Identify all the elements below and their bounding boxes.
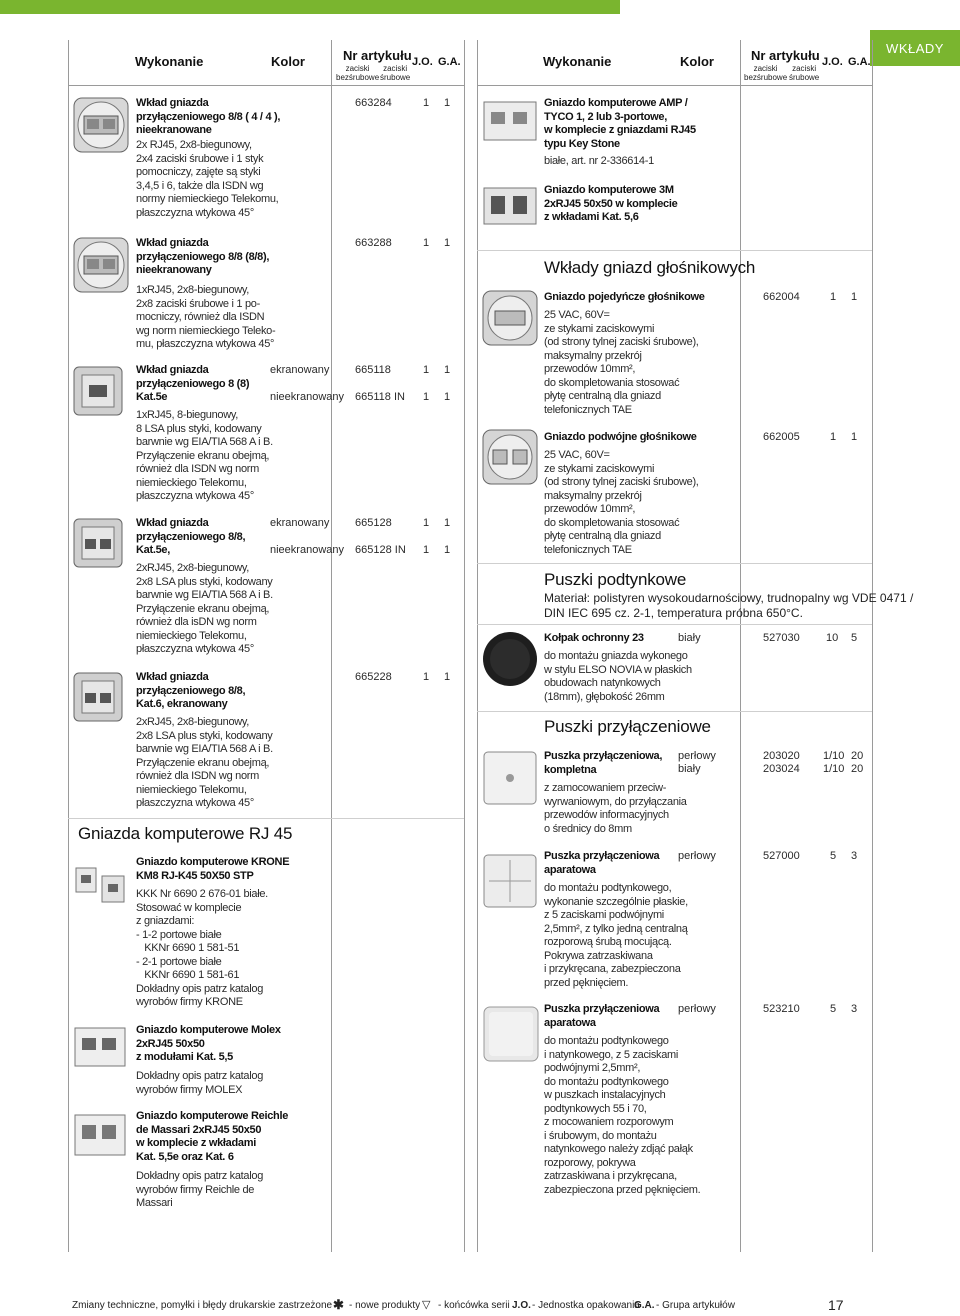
- speaker-socket-image: [481, 428, 539, 486]
- section-rule: [477, 563, 872, 564]
- item-desc: do montażu podtynkowego, wykonanie szczególnie płaskie, z 5 zaciskami podwójnymi 2,5mm², z tylko jedną centralną rozporową śrubą mocującą. Pokrywa zatrzaskiwana i przykręcana, zabezpieczona przed pęknięciem.: [544, 882, 688, 989]
- header-ga: G.A.: [848, 56, 871, 68]
- header-wykonanie: Wykonanie: [543, 54, 612, 69]
- socket-insert-image: [72, 365, 124, 417]
- ga-value: 1: [444, 671, 451, 683]
- jo-value: 10: [826, 632, 839, 644]
- section-rule: [477, 624, 872, 625]
- header-sub1: zaciski bezśrubowe: [336, 64, 380, 82]
- footer-new: - nowe produkty: [349, 1300, 421, 1311]
- computer-socket-image: [481, 96, 539, 146]
- item-title: Gniazdo podwójne głośnikowe: [544, 431, 697, 443]
- color-label: ekranowany: [270, 364, 330, 376]
- item-title: Puszka przyłączeniowa aparatowa: [544, 850, 660, 876]
- article-number: 665128: [355, 517, 392, 529]
- article-number: 527000: [763, 850, 800, 862]
- item-title: Gniazdo komputerowe AMP / TYCO 1, 2 lub 3-portowe, w komplecie z gniazdami RJ45 typu Key Stone: [544, 97, 696, 150]
- jo-value: 1/10: [823, 763, 845, 775]
- item-desc: białe, art. nr 2-336614-1: [544, 155, 654, 167]
- triangle-down-icon: ▽: [422, 1299, 431, 1311]
- item-title: Wkład gniazda przyłączeniowego 8/8, Kat.5e,: [136, 517, 246, 556]
- jo-value: 1/10: [823, 750, 845, 762]
- header-sub2: zaciski śrubowe: [380, 64, 411, 82]
- article-number: 662004: [763, 291, 800, 303]
- protective-cap-image: [481, 630, 539, 688]
- column-divider: [740, 40, 741, 1252]
- header-rule: [477, 85, 872, 86]
- article-number: 665118 IN: [355, 391, 405, 403]
- page-number: 17: [828, 1297, 844, 1313]
- jo-value: 1: [423, 517, 430, 529]
- article-number: 665228: [355, 671, 392, 683]
- column-divider: [331, 40, 332, 1252]
- item-desc: Dokładny opis patrz katalog wyrobów firmy MOLEX: [136, 1070, 264, 1096]
- jo-value: 5: [830, 850, 837, 862]
- section-heading: Wkłady gniazd głośnikowych: [544, 258, 756, 277]
- ga-value: 1: [444, 97, 451, 109]
- item-desc: 2xRJ45, 2x8-biegunowy, 2x8 LSA plus styki, kodowany barwnie wg EIA/TIA 568 A i B. Przyłączenie ekranu obejmą, również dla isDN wg norm niemieckiego Telekomu, płaszczyzna wtykowa 45°: [136, 562, 273, 655]
- item-desc: 1xRJ45, 8-biegunowy, 8 LSA plus styki, kodowany barwnie wg EIA/TIA 568 A i B. Przyłączenie ekranu obejmą, również dla ISDN wg norm niemieckiego Telekomu, płaszczyzna wtykowa 45°: [136, 409, 273, 502]
- item-desc: KKK Nr 6690 2 676-01 białe. Stosować w komplecie z gniazdami: - 1-2 portowe białe KKNr 6690 1 581-51 - 2-1 portowe białe KKNr 6690 1 581-61 Dokładny opis patrz katalog wyrobów firmy KRONE: [136, 888, 268, 1008]
- ga-value: 1: [444, 544, 451, 556]
- socket-insert-image: [72, 671, 124, 723]
- header-kolor: Kolor: [271, 54, 305, 69]
- item-desc: 25 VAC, 60V= ze stykami zaciskowymi (od strony tylnej zaciski śrubowe), maksymalny przekrój przewodów 10mm², do skompletowania stosować płytę centralną dla gniazd telefonicznych TAE: [544, 449, 699, 556]
- column-divider: [464, 40, 465, 1252]
- header-sub2: zaciski śrubowe: [789, 64, 820, 82]
- socket-insert-image: [72, 517, 124, 569]
- computer-socket-image: [72, 1111, 130, 1161]
- ga-value: 1: [444, 391, 451, 403]
- footer-ga: G.A.: [634, 1300, 655, 1311]
- socket-insert-image: [72, 96, 130, 154]
- article-number: 665128 IN: [355, 544, 406, 556]
- color-label: biały: [678, 632, 701, 644]
- column-divider: [68, 40, 69, 1252]
- article-number: 665118: [355, 364, 391, 376]
- top-color-bar: [0, 0, 620, 14]
- header-nr: Nr artykułu: [343, 48, 412, 63]
- jo-value: 5: [830, 1003, 837, 1015]
- footer-end: - końcówka serii: [438, 1300, 510, 1311]
- header-ga: G.A.: [438, 56, 461, 68]
- computer-socket-image: [72, 858, 130, 910]
- header-jo: J.O.: [822, 56, 843, 68]
- ga-value: 1: [851, 291, 858, 303]
- item-title: Puszka przyłączeniowa aparatowa: [544, 1003, 660, 1029]
- footer-ga-desc: - Grupa artykułów: [656, 1300, 735, 1311]
- column-divider: [477, 40, 478, 1252]
- item-title: Wkład gniazda przyłączeniowego 8/8, Kat.6, ekranowany: [136, 671, 246, 710]
- connection-box-image: [481, 852, 539, 910]
- item-desc: 2x RJ45, 2x8-biegunowy, 2x4 zaciski śrubowe i 1 styk pomocniczy, zajęte są styki 3,4,5 i 6, także dla ISDN wg normy niemieckiego Telekomu, płaszczyzna wtykowa 45°: [136, 139, 279, 219]
- jo-value: 1: [423, 364, 430, 376]
- color-label: perłowy: [678, 750, 716, 762]
- color-label: perłowy: [678, 1003, 716, 1015]
- footer-disclaimer: Zmiany techniczne, pomyłki i błędy drukarskie zastrzeżone: [72, 1300, 333, 1311]
- item-desc: Dokładny opis patrz katalog wyrobów firmy Reichle de Massari: [136, 1170, 264, 1209]
- item-title: Wkład gniazda przyłączeniowego 8/8 (8/8), nieekranowany: [136, 237, 270, 276]
- computer-socket-image: [72, 1024, 130, 1072]
- article-number: 203024: [763, 763, 800, 775]
- header-kolor: Kolor: [680, 54, 714, 69]
- color-label: perłowy: [678, 850, 716, 862]
- article-number: 523210: [763, 1003, 800, 1015]
- computer-socket-image: [481, 184, 539, 228]
- header-jo: J.O.: [412, 56, 433, 68]
- connection-box-image: [481, 1004, 541, 1064]
- section-heading: Puszki podtynkowe: [544, 570, 687, 589]
- item-desc: do montażu gniazda wykonego w stylu ELSO NOVIA w płaskich obudowach natynkowych (18mm), głębokość 26mm: [544, 650, 692, 703]
- item-title: Wkład gniazda przyłączeniowego 8 (8) Kat.5e: [136, 364, 250, 403]
- ga-value: 5: [851, 632, 858, 644]
- color-label: ekranowany: [270, 517, 330, 529]
- jo-value: 1: [423, 544, 430, 556]
- footer-jo-desc: - Jednostka opakowania: [532, 1300, 640, 1311]
- section-heading: Gniazda komputerowe RJ 45: [78, 824, 293, 843]
- item-desc: z zamocowaniem przeciw- wyrwaniowym, do przyłączania przewodów informacyjnych o średnicy do 8mm: [544, 782, 687, 835]
- footer-jo: J.O.: [512, 1300, 531, 1311]
- connection-box-image: [481, 749, 539, 807]
- item-title: Gniazdo komputerowe 3M 2xRJ45 50x50 w komplecie z wkładami Kat. 5,6: [544, 184, 678, 223]
- header-nr: Nr artykułu: [751, 48, 820, 63]
- item-desc: 1xRJ45, 2x8-biegunowy, 2x8 zaciski śrubowe i 1 po- mocniczy, również dla ISDN wg norm niemieckiego Teleko- mu, płaszczyzna wtykowa 45°: [136, 284, 276, 350]
- article-number: 662005: [763, 431, 800, 443]
- header-rule: [68, 85, 464, 86]
- column-divider: [872, 40, 873, 1252]
- section-tab: WKŁADY: [870, 30, 960, 66]
- section-rule: [477, 250, 872, 251]
- ga-value: 3: [851, 1003, 858, 1015]
- jo-value: 1: [423, 671, 430, 683]
- article-number: 663284: [355, 97, 392, 109]
- ga-value: 1: [444, 517, 451, 529]
- ga-value: 1: [444, 364, 451, 376]
- jo-value: 1: [423, 97, 430, 109]
- asterisk-icon: ✱: [333, 1297, 344, 1312]
- article-number: 203020: [763, 750, 800, 762]
- item-desc: 2xRJ45, 2x8-biegunowy, 2x8 LSA plus styki, kodowany barwnie wg EIA/TIA 568 A i B. Przyłączenie ekranu obejmą, również dla ISDN wg norm niemieckiego Telekomu, płaszczyzna wtykowa 45°: [136, 716, 273, 809]
- color-label: nieekranowany: [270, 544, 344, 556]
- header-sub1: zaciski bezśrubowe: [744, 64, 788, 82]
- jo-value: 1: [423, 391, 430, 403]
- ga-value: 20: [851, 750, 864, 762]
- item-title: Gniazdo komputerowe Molex 2xRJ45 50x50 z modułami Kat. 5,5: [136, 1024, 281, 1063]
- ga-value: 3: [851, 850, 858, 862]
- header-wykonanie: Wykonanie: [135, 54, 204, 69]
- item-title: Gniazdo komputerowe KRONE KM8 RJ-K45 50X50 STP: [136, 856, 290, 882]
- material-note: Materiał: polistyren wysokoudarnościowy, trudnopalny wg VDE 0471 / DIN IEC 695 cz. 2-1, temperatura próbna 650°C.: [544, 591, 914, 620]
- ga-value: 1: [851, 431, 858, 443]
- item-title: Wkład gniazda przyłączeniowego 8/8 ( 4 / 4 ), nieekranowane: [136, 97, 281, 136]
- section-rule: [68, 818, 464, 819]
- item-title: Gniazdo komputerowe Reichle de Massari 2xRJ45 50x50 w komplecie z wkładami Kat. 5,5e oraz Kat. 6: [136, 1110, 289, 1163]
- jo-value: 1: [423, 237, 430, 249]
- jo-value: 1: [830, 291, 837, 303]
- item-title: Puszka przyłączeniowa, kompletna: [544, 750, 663, 776]
- item-title: Kołpak ochronny 23: [544, 632, 644, 644]
- ga-value: 1: [444, 237, 451, 249]
- section-heading: Puszki przyłączeniowe: [544, 717, 711, 736]
- color-label: nieekranowany: [270, 391, 344, 403]
- item-title: Gniazdo pojedyńcze głośnikowe: [544, 291, 705, 303]
- jo-value: 1: [830, 431, 837, 443]
- item-desc: 25 VAC, 60V= ze stykami zaciskowymi (od strony tylnej zaciski śrubowe), maksymalny przekrój przewodów 10mm², do skompletowania stosować płytę centralną dla gniazd telefonicznych TAE: [544, 309, 699, 416]
- item-desc: do montażu podtynkowego i natynkowego, z 5 zaciskami podwójnymi 2,5mm², do montażu podtynkowego w puszkach instalacyjnych podtynkowych 55 i 70, z mocowaniem rozporowym i śrubowym, do montażu natynkowego należy zdjąć pałąk rozporowy, pokrywa zatrzaskiwana i przykręcana, zabezpieczona przed pęknięciem.: [544, 1035, 701, 1196]
- speaker-socket-image: [481, 289, 539, 347]
- article-number: 663288: [355, 237, 392, 249]
- socket-insert-image: [72, 236, 130, 294]
- ga-value: 20: [851, 763, 864, 775]
- section-rule: [477, 711, 872, 712]
- article-number: 527030: [763, 632, 800, 644]
- color-label: biały: [678, 763, 701, 775]
